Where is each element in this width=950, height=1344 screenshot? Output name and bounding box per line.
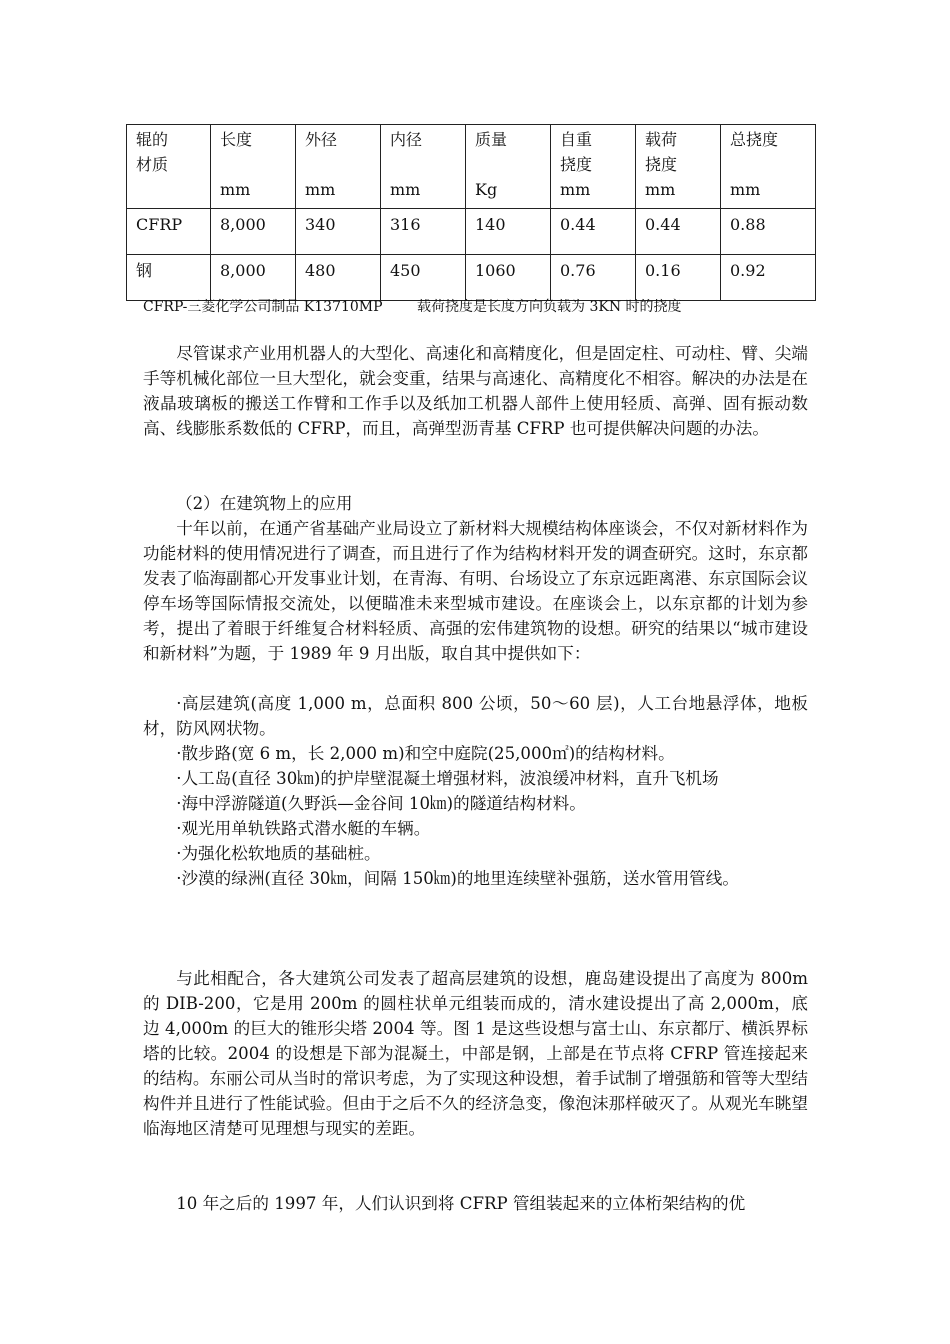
header-cell-outer-diameter: 外径 mm xyxy=(296,125,381,209)
table-caption xyxy=(143,296,682,316)
header-cell-self-deflection: 自重 挠度 mm xyxy=(551,125,636,209)
table-header-row xyxy=(127,125,816,209)
table-cell: CFRP xyxy=(127,209,211,255)
section-heading: （2）在建筑物上的应用 xyxy=(176,494,353,513)
table-cell: 0.88 xyxy=(721,209,816,255)
table-cell: 0.44 xyxy=(636,209,721,255)
paragraph-robots: 尽管谋求产业用机器人的大型化、高速化和高精度化，但是固定柱、可动柱、臂、尖端手等机械化部位一旦大型化，就会变重，结果与高速化、高精度化不相容。解决的办法是在液晶玻璃板的搬送工作臂和工作手以及纸加工机器人部件上使用轻质、高弹、固有振动数高、线膨胀系数低的 CFRP，而且，高弹型沥青基 CFRP 也可提供解决问题的办法。 xyxy=(143,344,808,438)
table-cell: 8,000 xyxy=(211,209,296,255)
list-item: ·为强化松软地质的基础桩。 xyxy=(176,844,381,863)
table-cell: 0.16 xyxy=(636,255,721,301)
caption-left: CFRP-三菱化学公司制品 K13710MP xyxy=(143,299,383,315)
header-cell-load-deflection: 载荷 挠度 mm xyxy=(636,125,721,209)
list-item: ·观光用单轨铁路式潜水艇的车辆。 xyxy=(176,819,431,838)
table-cell: 1060 xyxy=(466,255,551,301)
table-cell: 450 xyxy=(381,255,466,301)
table-cell: 480 xyxy=(296,255,381,301)
bullet-list xyxy=(143,691,808,891)
header-cell-mass: 质量 Kg xyxy=(466,125,551,209)
roller-spec-table xyxy=(126,124,816,301)
paragraph-skyscrapers: 与此相配合，各大建筑公司发表了超高层建筑的设想，鹿岛建设提出了高度为 800m 的 DIB-200，它是用 200m 的圆柱状单元组装而成的，清水建设提出了高 2,000m，底边 4,000m 的巨大的锥形尖塔 2004 等。图 1 是这些设想与富士山、东京都厅、横浜界标塔的比较。2004 的设想是下部为混凝土，中部是钢，上部是在节点将 CFRP 管连接起来的结构。东丽公司从当时的常识考虑，为了实现这种设想，着手试制了增强筋和管等大型结构件并且进行了性能试验。但由于之后不久的经济急变，像泡沫那样破灭了。从观光车眺望临海地区清楚可见理想与现实的差距。 xyxy=(143,969,808,1138)
list-item: ·高层建筑(高度 1,000 m，总面积 800 公顷，50～60 层)，人工台地悬浮体，地板材，防风网状物。 xyxy=(143,694,808,738)
table-cell: 316 xyxy=(381,209,466,255)
table-cell: 8,000 xyxy=(211,255,296,301)
header-cell-total-deflection: 总挠度 mm xyxy=(721,125,816,209)
paragraph-truss: 10 年之后的 1997 年，人们认识到将 CFRP 管组装起来的立体桁架结构的优 xyxy=(176,1194,746,1213)
header-cell-material: 辊的 材质 xyxy=(127,125,211,209)
list-item: ·沙漠的绿洲(直径 30㎞，间隔 150㎞)的地里连续壁补强筋，送水管用管线。 xyxy=(176,869,739,888)
header-cell-length: 长度 mm xyxy=(211,125,296,209)
list-item: ·人工岛(直径 30㎞)的护岸壁混凝土增强材料，波浪缓冲材料，直升飞机场 xyxy=(176,769,719,788)
table-cell: 340 xyxy=(296,209,381,255)
list-item: ·散步路(宽 6 m，长 2,000 m)和空中庭院(25,000㎡)的结构材料。 xyxy=(176,744,675,763)
list-item: ·海中浮游隧道(久野浜—金谷间 10㎞)的隧道结构材料。 xyxy=(176,794,586,813)
table-row xyxy=(127,255,816,301)
table-row xyxy=(127,209,816,255)
table-cell: 0.76 xyxy=(551,255,636,301)
table-cell: 0.92 xyxy=(721,255,816,301)
caption-right: 载荷挠度是长度方向负载为 3KN 时的挠度 xyxy=(417,299,682,315)
table-cell: 0.44 xyxy=(551,209,636,255)
header-cell-inner-diameter: 内径 mm xyxy=(381,125,466,209)
table-cell: 钢 xyxy=(127,255,211,301)
table-cell: 140 xyxy=(466,209,551,255)
paragraph-buildings: 十年以前，在通产省基础产业局设立了新材料大规模结构体座谈会，不仅对新材料作为功能材料的使用情况进行了调查，而且进行了作为结构材料开发的调查研究。这时，东京都发表了临海副都心开发事业计划，在青海、有明、台场设立了东京远距离港、东京国际会议停车场等国际情报交流处，以便瞄准未来型城市建设。在座谈会上，以东京都的计划为参考，提出了着眼于纤维复合材料轻质、高强的宏伟建筑物的设想。研究的结果以“城市建设和新材料”为题，于 1989 年 9 月出版，取自其中提供如下： xyxy=(143,519,808,663)
